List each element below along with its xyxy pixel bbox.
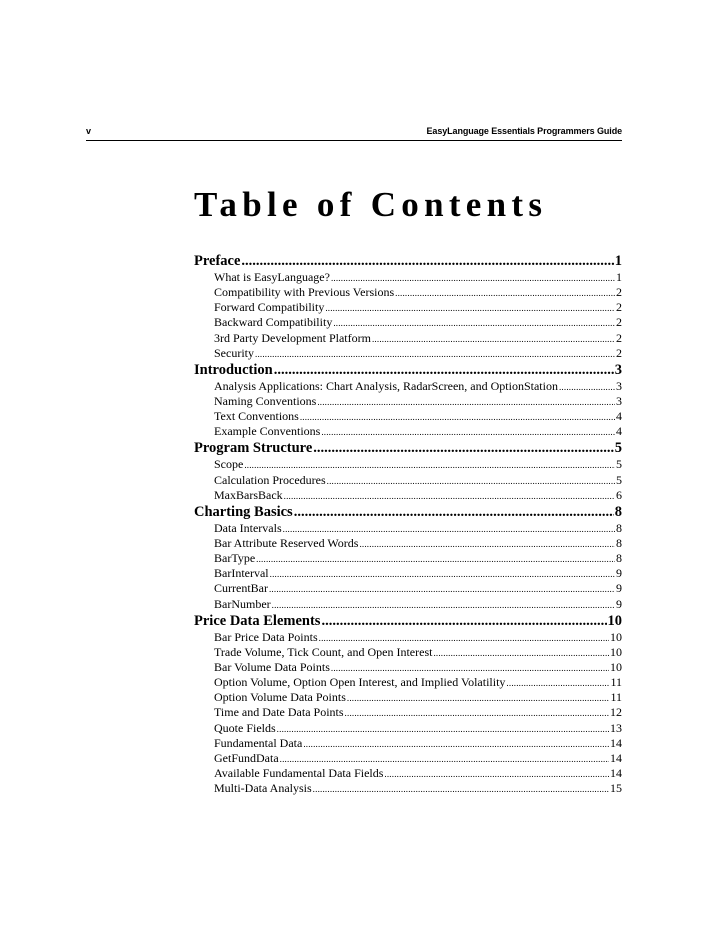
toc-subsection-title: Bar Attribute Reserved Words xyxy=(214,535,359,550)
toc-subsection-page: 5 xyxy=(616,457,622,472)
toc-subsection-title: Calculation Procedures xyxy=(214,472,326,487)
toc-subsection-title: BarType xyxy=(214,551,256,566)
toc-leader-dots xyxy=(317,395,615,409)
toc-leader-dots xyxy=(327,474,615,488)
toc-subsection-page: 3 xyxy=(616,393,622,408)
toc-leader-dots xyxy=(321,612,606,630)
toc-subsection-entry[interactable] xyxy=(194,721,622,736)
toc-leader-dots xyxy=(272,598,615,612)
toc-subsection-entry[interactable] xyxy=(194,488,622,503)
toc-subsection-title: Data Intervals xyxy=(214,520,282,535)
toc-subsection-page: 11 xyxy=(610,675,622,690)
table-of-contents xyxy=(194,252,622,796)
toc-leader-dots xyxy=(319,631,609,645)
toc-leader-dots xyxy=(384,767,609,781)
toc-leader-dots xyxy=(347,691,610,705)
toc-section-page: 10 xyxy=(607,612,622,629)
toc-subsection-entry[interactable] xyxy=(194,781,622,796)
toc-leader-dots xyxy=(506,676,609,690)
toc-leader-dots xyxy=(331,271,615,285)
toc-subsection-page: 14 xyxy=(610,735,622,750)
toc-subsection-page: 8 xyxy=(616,535,622,550)
toc-title: Table of Contents xyxy=(194,185,548,224)
toc-subsection-page: 2 xyxy=(616,300,622,315)
toc-section-entry[interactable] xyxy=(194,503,622,521)
toc-subsection-page: 6 xyxy=(616,487,622,502)
toc-subsection-entry[interactable] xyxy=(194,331,622,346)
toc-section-title: Price Data Elements xyxy=(194,612,321,629)
toc-leader-dots xyxy=(280,752,609,766)
toc-subsection-page: 2 xyxy=(616,330,622,345)
toc-subsection-page: 3 xyxy=(616,378,622,393)
toc-subsection-page: 14 xyxy=(610,765,622,780)
toc-section-entry[interactable] xyxy=(194,439,622,457)
toc-leader-dots xyxy=(313,782,609,796)
toc-subsection-title: Bar Volume Data Points xyxy=(214,659,330,674)
toc-leader-dots xyxy=(283,522,615,536)
toc-subsection-title: Scope xyxy=(214,457,244,472)
toc-subsection-title: Bar Price Data Points xyxy=(214,629,318,644)
toc-subsection-title: MaxBarsBack xyxy=(214,487,283,502)
toc-subsection-entry[interactable] xyxy=(194,660,622,675)
toc-subsection-title: Fundamental Data xyxy=(214,735,303,750)
toc-subsection-entry[interactable] xyxy=(194,566,622,581)
toc-subsection-entry[interactable] xyxy=(194,705,622,720)
toc-subsection-entry[interactable] xyxy=(194,690,622,705)
toc-subsection-title: 3rd Party Development Platform xyxy=(214,330,371,345)
toc-subsection-entry[interactable] xyxy=(194,346,622,361)
toc-section-page: 5 xyxy=(614,440,622,457)
toc-subsection-entry[interactable] xyxy=(194,736,622,751)
toc-subsection-title: Example Conventions xyxy=(214,424,321,439)
toc-subsection-title: BarNumber xyxy=(214,596,271,611)
toc-leader-dots xyxy=(274,361,614,379)
toc-subsection-page: 11 xyxy=(610,690,622,705)
toc-section-entry[interactable] xyxy=(194,361,622,379)
toc-subsection-title: CurrentBar xyxy=(214,581,268,596)
toc-subsection-entry[interactable] xyxy=(194,394,622,409)
toc-subsection-page: 15 xyxy=(610,781,622,796)
toc-leader-dots xyxy=(345,706,609,720)
toc-subsection-page: 8 xyxy=(616,520,622,535)
toc-subsection-title: Forward Compatibility xyxy=(214,300,325,315)
toc-subsection-entry[interactable] xyxy=(194,300,622,315)
header-rule xyxy=(86,140,622,141)
toc-subsection-title: BarInterval xyxy=(214,566,269,581)
toc-leader-dots xyxy=(294,503,614,521)
toc-subsection-page: 5 xyxy=(616,472,622,487)
toc-subsection-entry[interactable] xyxy=(194,675,622,690)
toc-section-title: Program Structure xyxy=(194,440,313,457)
toc-subsection-entry[interactable] xyxy=(194,521,622,536)
toc-subsection-page: 4 xyxy=(616,409,622,424)
toc-leader-dots xyxy=(269,582,615,596)
toc-subsection-page: 2 xyxy=(616,315,622,330)
toc-leader-dots xyxy=(270,567,615,581)
toc-leader-dots xyxy=(333,316,615,330)
toc-subsection-entry[interactable] xyxy=(194,751,622,766)
toc-leader-dots xyxy=(433,646,609,660)
toc-section-page: 3 xyxy=(614,361,622,378)
toc-subsection-title: Backward Compatibility xyxy=(214,315,333,330)
toc-section-entry[interactable] xyxy=(194,252,622,270)
toc-leader-dots xyxy=(321,425,615,439)
toc-subsection-entry[interactable] xyxy=(194,581,622,596)
toc-subsection-entry[interactable] xyxy=(194,457,622,472)
toc-subsection-page: 14 xyxy=(610,750,622,765)
toc-leader-dots xyxy=(331,661,609,675)
toc-subsection-entry[interactable] xyxy=(194,473,622,488)
toc-subsection-page: 10 xyxy=(610,629,622,644)
toc-section-page: 1 xyxy=(614,253,622,269)
toc-leader-dots xyxy=(256,552,615,566)
toc-leader-dots xyxy=(313,439,613,457)
toc-subsection-title: What is EasyLanguage? xyxy=(214,270,330,284)
toc-subsection-page: 4 xyxy=(616,424,622,439)
toc-subsection-entry[interactable] xyxy=(194,597,622,612)
toc-subsection-entry[interactable] xyxy=(194,766,622,781)
toc-subsection-entry[interactable] xyxy=(194,424,622,439)
toc-leader-dots xyxy=(244,458,615,472)
toc-subsection-page: 1 xyxy=(616,270,622,284)
toc-subsection-page: 8 xyxy=(616,551,622,566)
toc-section-title: Introduction xyxy=(194,361,273,378)
toc-leader-dots xyxy=(372,332,615,346)
toc-leader-dots xyxy=(284,489,615,503)
toc-leader-dots xyxy=(255,347,615,361)
toc-subsection-page: 9 xyxy=(616,596,622,611)
toc-subsection-title: Quote Fields xyxy=(214,720,276,735)
toc-subsection-entry[interactable] xyxy=(194,630,622,645)
running-header-title: EasyLanguage Essentials Programmers Guide xyxy=(426,126,622,136)
toc-subsection-entry[interactable] xyxy=(194,379,622,394)
toc-subsection-page: 10 xyxy=(610,644,622,659)
toc-subsection-entry[interactable] xyxy=(194,409,622,424)
toc-subsection-title: Compatibility with Previous Versions xyxy=(214,285,395,300)
toc-section-title: Preface xyxy=(194,253,241,269)
toc-leader-dots xyxy=(359,537,615,551)
toc-subsection-title: Naming Conventions xyxy=(214,393,317,408)
toc-subsection-title: Security xyxy=(214,345,254,360)
toc-subsection-entry[interactable] xyxy=(194,270,622,285)
toc-subsection-page: 9 xyxy=(616,566,622,581)
toc-subsection-entry[interactable] xyxy=(194,536,622,551)
toc-subsection-entry[interactable] xyxy=(194,315,622,330)
toc-subsection-title: Multi-Data Analysis xyxy=(214,781,312,796)
toc-subsection-entry[interactable] xyxy=(194,645,622,660)
toc-subsection-page: 2 xyxy=(616,285,622,300)
toc-subsection-page: 13 xyxy=(610,720,622,735)
toc-subsection-page: 2 xyxy=(616,345,622,360)
toc-subsection-title: Time and Date Data Points xyxy=(214,705,344,720)
toc-subsection-title: Option Volume, Option Open Interest, and Implied Volatility xyxy=(214,675,506,690)
page-number: v xyxy=(86,126,92,136)
toc-leader-dots xyxy=(559,380,615,394)
toc-subsection-page: 10 xyxy=(610,659,622,674)
toc-leader-dots xyxy=(303,737,609,751)
toc-leader-dots xyxy=(241,252,613,270)
toc-leader-dots xyxy=(277,722,609,736)
toc-subsection-entry[interactable] xyxy=(194,285,622,300)
toc-subsection-page: 9 xyxy=(616,581,622,596)
toc-section-page: 8 xyxy=(614,503,622,520)
toc-leader-dots xyxy=(325,301,615,315)
toc-subsection-title: Available Fundamental Data Fields xyxy=(214,765,384,780)
toc-subsection-page: 12 xyxy=(610,705,622,720)
toc-subsection-title: Trade Volume, Tick Count, and Open Interest xyxy=(214,644,433,659)
toc-subsection-title: Text Conventions xyxy=(214,409,299,424)
toc-section-entry[interactable] xyxy=(194,612,622,630)
toc-subsection-title: Analysis Applications: Chart Analysis, RadarScreen, and OptionStation xyxy=(214,378,558,393)
toc-leader-dots xyxy=(300,410,615,424)
toc-subsection-title: Option Volume Data Points xyxy=(214,690,346,705)
toc-section-title: Charting Basics xyxy=(194,503,293,520)
toc-subsection-entry[interactable] xyxy=(194,551,622,566)
toc-leader-dots xyxy=(395,286,615,300)
toc-subsection-title: GetFundData xyxy=(214,750,279,765)
